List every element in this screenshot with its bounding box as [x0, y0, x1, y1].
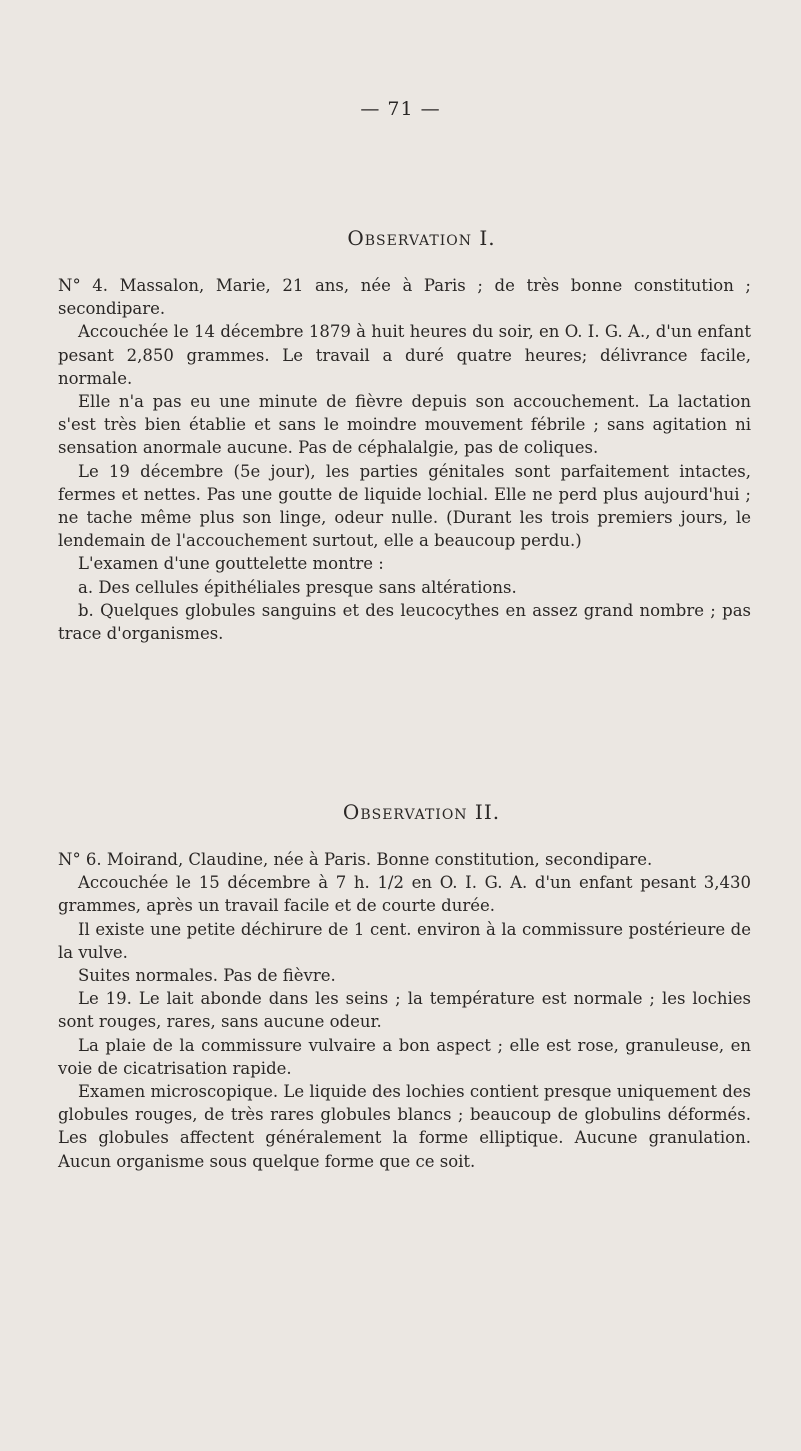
observation-1-paragraph: Elle n'a pas eu une minute de fièvre depuis son accouchement. La lactation s'est très bien établie et sans le moindre mouvement fébrile ; sans agitation ni sensation anormale aucune. Pas de céphalalgie, pas de coliques.: [58, 392, 751, 458]
observation-1-paragraph: N° 4. Massalon, Marie, 21 ans, née à Paris ; de très bonne constitution ; secondipare.: [58, 276, 751, 319]
observation-2-paragraph: Examen microscopique. Le liquide des lochies contient presque uniquement des globules rouges, de très rares globules blancs ; beaucoup de globulins déformés. Les globules affectent généralement la forme elliptique. Aucune granulation. Aucun organisme sous quelque forme que ce soit.: [58, 1082, 751, 1171]
observation-2-paragraph: Suites normales. Pas de fièvre.: [78, 966, 336, 986]
observation-1-paragraph: L'examen d'une gouttelette montre :: [78, 554, 384, 574]
observation-1-paragraph: Le 19 décembre (5e jour), les parties génitales sont parfaitement intactes, fermes et nettes. Pas une goutte de liquide lochial. Elle ne perd plus aujourd'hui ; ne tache même plus son linge, odeur nulle. (Durant les trois premiers jours, le lendemain de l'accouchement surtout, elle a beaucoup perdu.): [58, 461, 751, 551]
observation-1-list-item-a: a. Des cellules épithéliales presque sans altérations.: [78, 577, 517, 597]
observation-1-title: Observation I.: [347, 226, 496, 250]
observation-2-paragraph: Il existe une petite déchirure de 1 cent. environ à la commissure postérieure de la vulve.: [58, 919, 751, 962]
page-number: — 71 —: [360, 98, 441, 120]
observation-2-title: Observation II.: [342, 800, 501, 824]
observation-2-paragraph: Accouchée le 15 décembre à 7 h. 1/2 en O. I. G. A. d'un enfant pesant 3,430 grammes, après un travail facile et de courte durée.: [58, 873, 751, 916]
observation-2-paragraph: La plaie de la commissure vulvaire a bon aspect ; elle est rose, granuleuse, en voie de cicatrisation rapide.: [58, 1035, 751, 1078]
observation-1-section: [58, 226, 751, 645]
observation-1-list-item-b: b. Quelques globules sanguins et des leucocythes en assez grand nombre ; pas trace d'organismes.: [58, 600, 751, 644]
observation-2-section: [58, 800, 751, 1173]
observation-2-paragraph: Le 19. Le lait abonde dans les seins ; la température est normale ; les lochies sont rouges, rares, sans aucune odeur.: [58, 989, 751, 1032]
observation-1-paragraph: Accouchée le 14 décembre 1879 à huit heures du soir, en O. I. G. A., d'un enfant pesant 2,850 grammes. Le travail a duré quatre heures; délivrance facile, normale.: [58, 322, 751, 388]
observation-2-paragraph: N° 6. Moirand, Claudine, née à Paris. Bonne constitution, secondipare.: [58, 850, 653, 869]
